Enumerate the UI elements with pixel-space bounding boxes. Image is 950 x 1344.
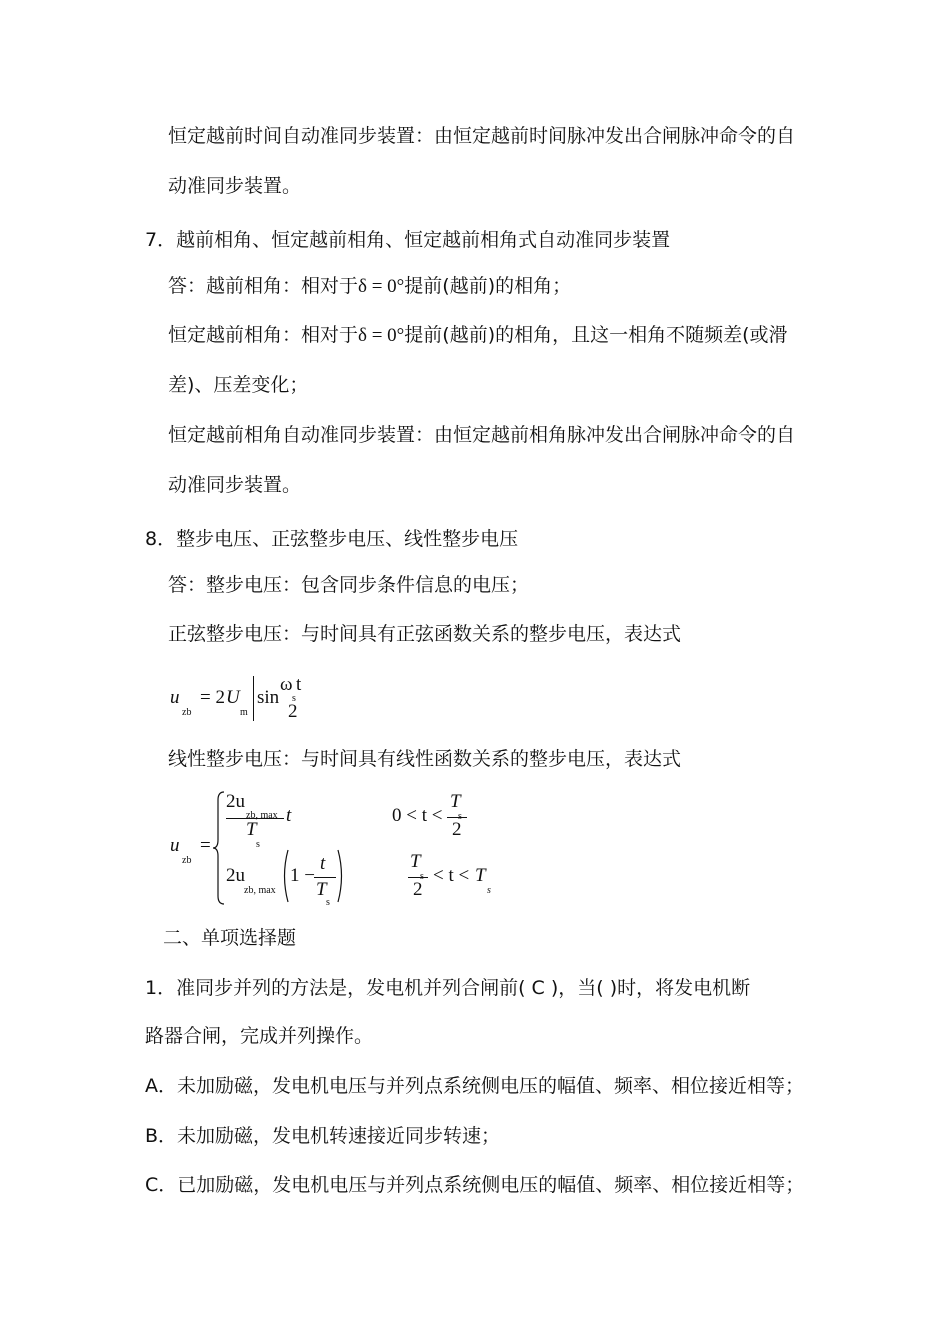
formula-T: T: [410, 851, 421, 872]
brace-icon: [212, 790, 226, 906]
fraction-bar: [447, 817, 467, 818]
answer-line: 线性整步电压：与时间具有线性函数关系的整步电压，表达式: [168, 748, 682, 770]
answer-line: 正弦整步电压：与时间具有正弦函数关系的整步电压，表达式: [168, 623, 682, 645]
answer-text: 提前(越前)的相角，且这一相角不随频差(或滑: [404, 324, 788, 346]
formula-subscript: s: [292, 693, 296, 704]
formula-t: t: [286, 805, 292, 826]
delta-expression: δ = 0°: [358, 325, 405, 346]
option-c: C．已加励磁，发电机电压与并列点系统侧电压的幅值、频率、相位接近相等；: [145, 1174, 805, 1196]
question-title: 7．越前相角、恒定越前相角、恒定越前相角式自动准同步装置: [145, 229, 671, 251]
formula-denominator: 2: [452, 819, 462, 840]
formula-t: t: [320, 853, 326, 874]
question-line: 1．准同步并列的方法是，发电机并列合闸前( C )，当( )时，将发电机断: [145, 977, 751, 999]
formula-denominator: 2: [413, 879, 423, 900]
question-line: 路器合闸，完成并列操作。: [145, 1025, 374, 1047]
option-b: B．未加励磁，发电机转速接近同步转速；: [145, 1125, 501, 1147]
formula-2u: 2u: [226, 865, 245, 886]
formula-denominator: 2: [288, 701, 298, 722]
abs-bar-left: [253, 676, 254, 721]
section-heading: 二、单项选择题: [163, 927, 297, 949]
formula-u: u: [170, 835, 180, 856]
answer-text: 提前(越前)的相角；: [404, 275, 572, 297]
answer-text: 恒定越前相角：相对于: [168, 324, 359, 346]
formula-equals: =: [200, 835, 211, 856]
answer-line: [168, 274, 571, 299]
formula-subscript: zb: [182, 707, 192, 718]
formula-U: U: [226, 687, 240, 708]
paragraph-line: 动准同步装置。: [168, 175, 302, 197]
answer-line: 动准同步装置。: [168, 474, 302, 496]
formula-subscript: s: [458, 811, 462, 822]
formula-subscript: s: [256, 839, 260, 850]
paragraph-line: 恒定越前时间自动准同步装置：由恒定越前时间脉冲发出合闸脉冲命令的自: [168, 125, 796, 147]
formula-subscript: zb: [182, 855, 192, 866]
formula-subscript: zb, max: [244, 885, 276, 896]
answer-line: 答：整步电压：包含同步条件信息的电压；: [168, 574, 530, 596]
answer-line: [168, 323, 788, 348]
formula-equals: = 2: [200, 687, 225, 708]
formula-t: t: [296, 674, 302, 695]
formula-omega: ω: [280, 674, 293, 695]
formula-condition: < t <: [433, 865, 470, 886]
paren-left-icon: [280, 848, 290, 904]
formula-subscript: m: [240, 707, 248, 718]
formula-T: T: [450, 791, 461, 812]
fraction-bar: [408, 877, 428, 878]
question-title: 8．整步电压、正弦整步电压、线性整步电压: [145, 528, 519, 550]
formula-u: u: [170, 687, 180, 708]
formula-subscript: s: [487, 885, 491, 896]
fraction-bar: [314, 877, 336, 878]
formula-numerator: 2u: [226, 791, 245, 812]
formula-T: T: [475, 865, 486, 886]
formula-subscript: s: [326, 897, 330, 908]
option-a: A．未加励磁，发电机电压与并列点系统侧电压的幅值、频率、相位接近相等；: [145, 1075, 804, 1097]
formula-sin: sin: [257, 687, 280, 708]
formula-denominator: T: [246, 819, 257, 840]
answer-line: 恒定越前相角自动准同步装置：由恒定越前相角脉冲发出合闸脉冲命令的自: [168, 424, 796, 446]
formula-T: T: [316, 879, 327, 900]
paren-right-icon: [336, 848, 346, 904]
answer-line: 差)、压差变化；: [168, 374, 309, 396]
delta-expression: δ = 0°: [358, 276, 405, 297]
formula-condition: 0 < t <: [392, 805, 443, 826]
formula-one-minus: 1 −: [290, 865, 315, 886]
formula-subscript: s: [420, 871, 424, 882]
answer-text: 答：越前相角：相对于: [168, 275, 359, 297]
formula-subscript: zb, max: [246, 810, 278, 821]
